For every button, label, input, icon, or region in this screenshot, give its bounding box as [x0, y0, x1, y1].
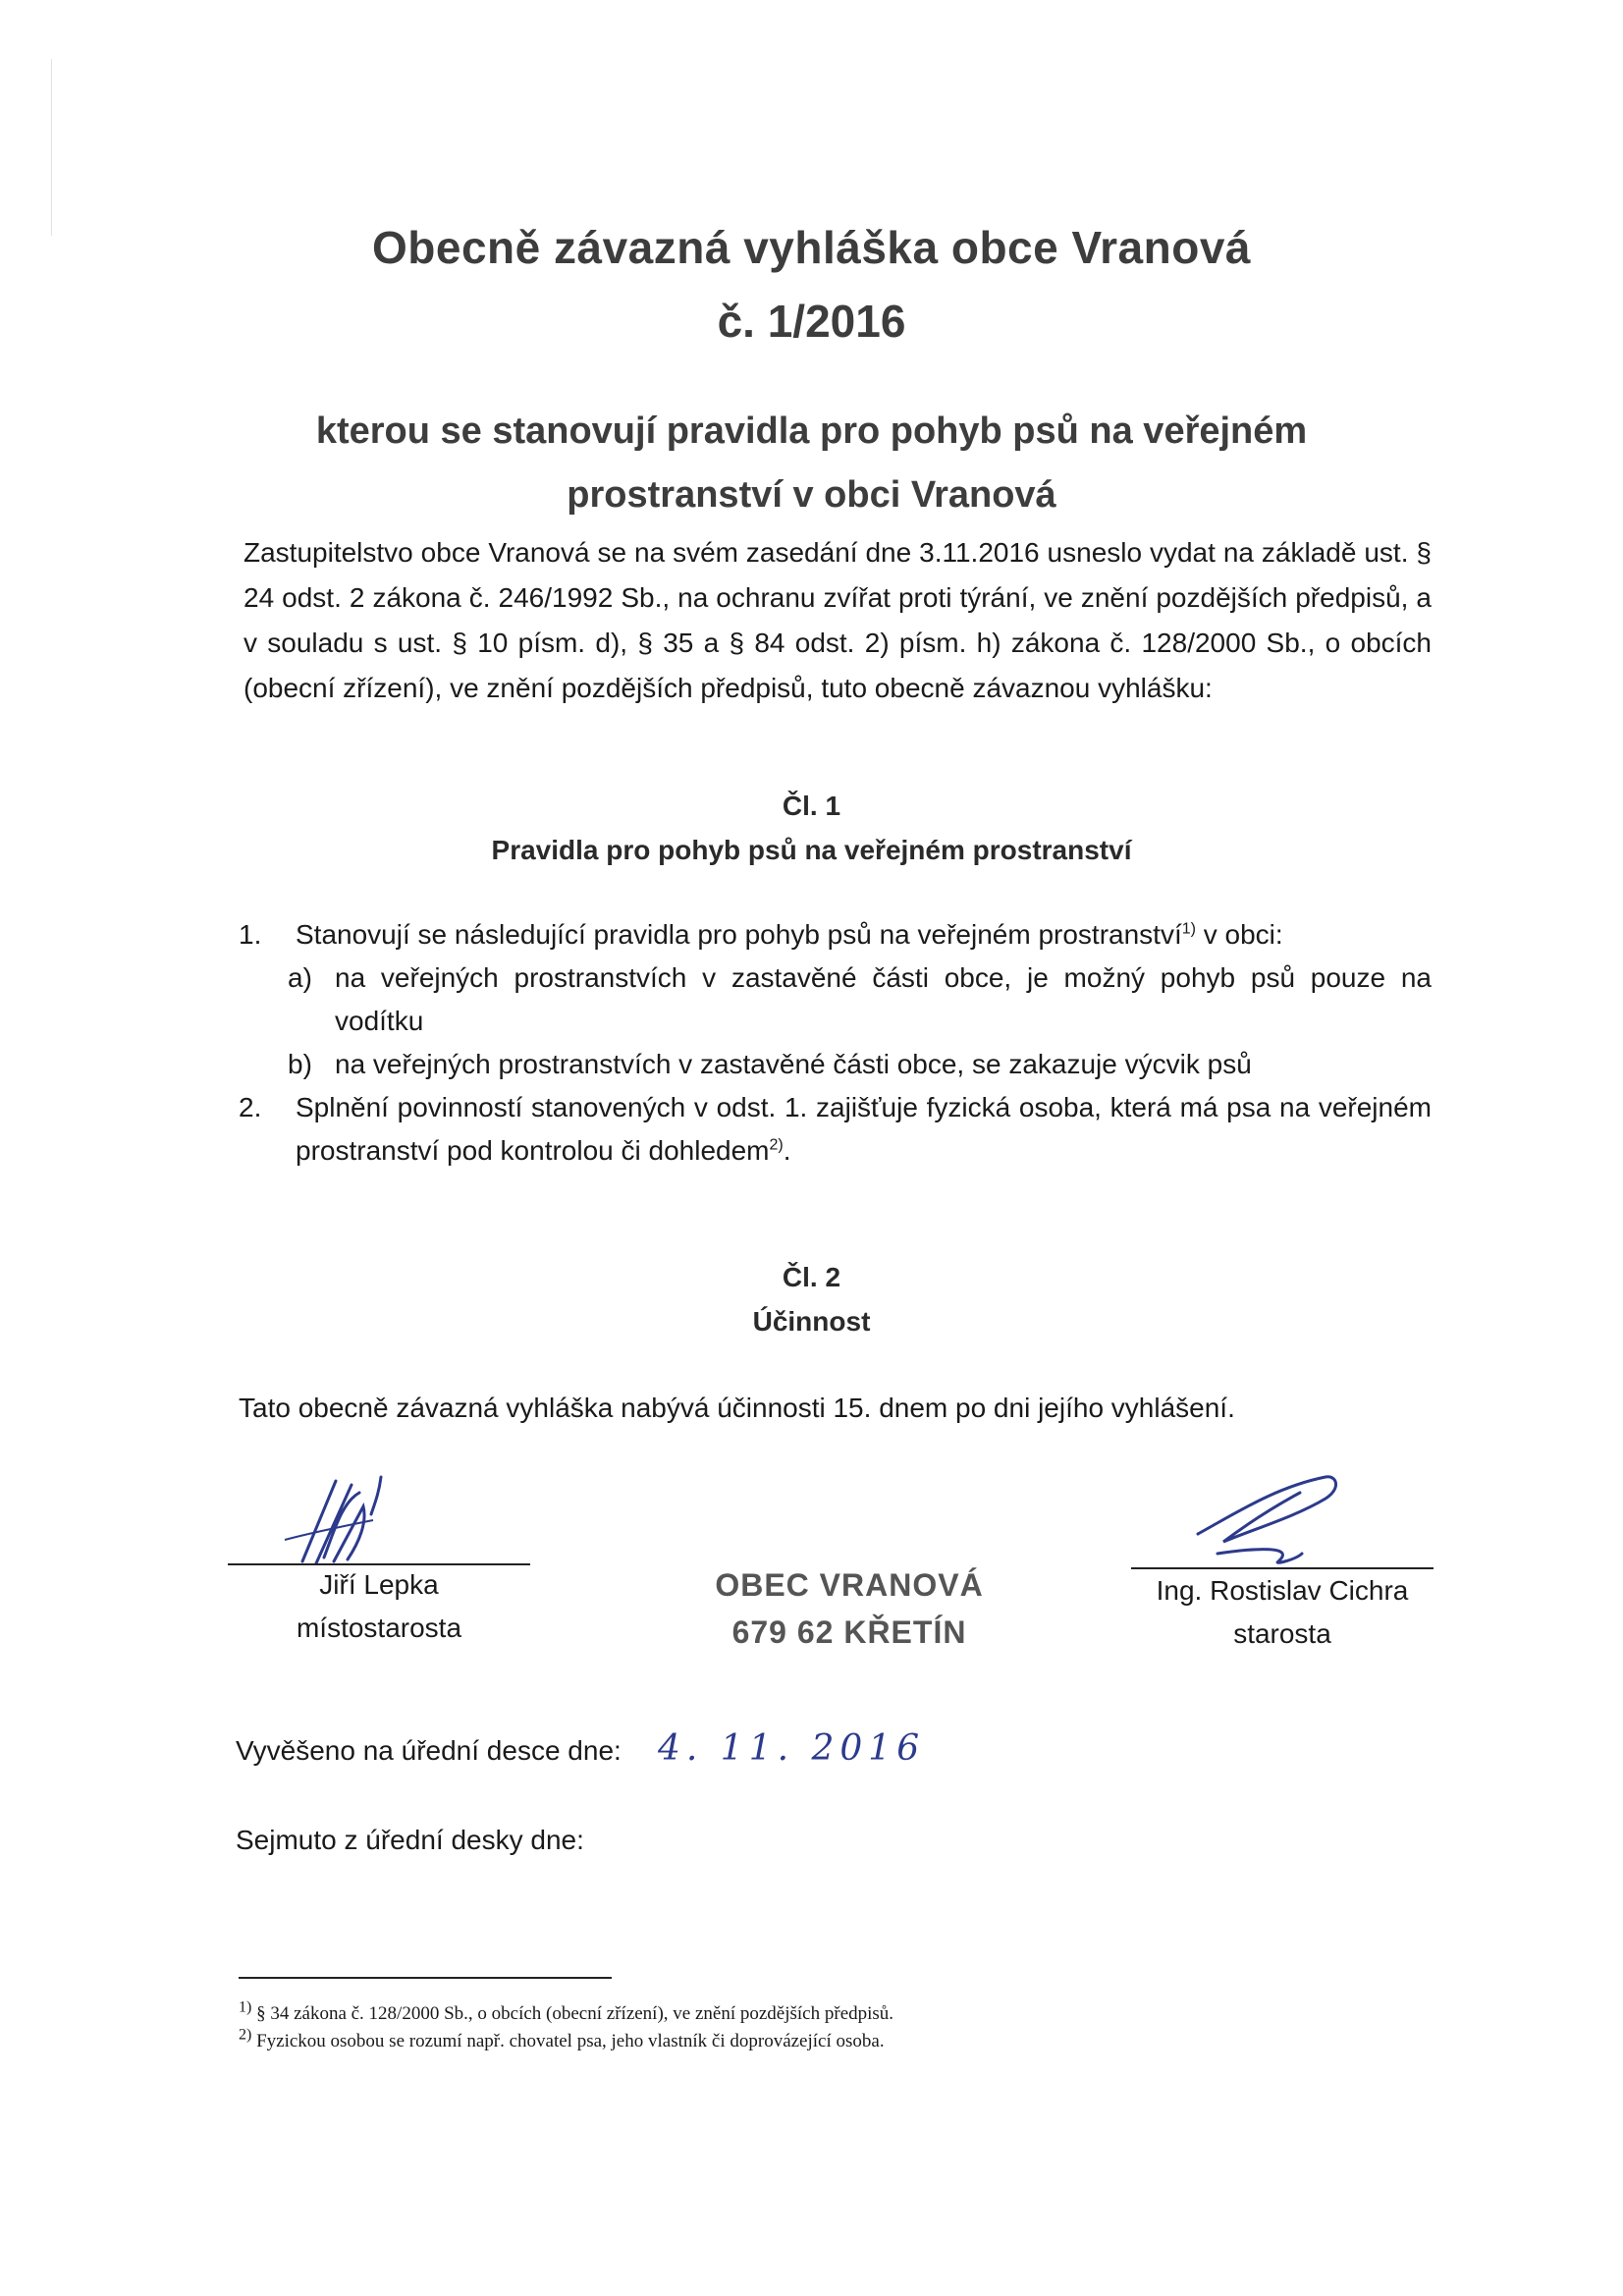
item1-sub-a-text: na veřejných prostranstvích v zastavěné části obce, je možný pohyb psů pouze na vodítku	[335, 962, 1432, 1036]
stamp-line1: OBEC VRANOVÁ	[715, 1567, 984, 1603]
left-signatory-role: místostarosta	[296, 1613, 462, 1643]
item1-text-main: Stanovují se následující pravidla pro pohyb psů na veřejném prostranství	[296, 919, 1182, 950]
footnote-1-text: § 34 zákona č. 128/2000 Sb., o obcích (obecní zřízení), ve znění pozdějších předpisů.	[256, 2003, 894, 2024]
document-subtitle-line1: kterou se stanovují pravidla pro pohyb psů na veřejném	[315, 410, 1308, 452]
footnote-1	[239, 1998, 894, 2025]
article2-text: Tato obecně závazná vyhláška nabývá účinnosti 15. dnem po dni jejího vyhlášení.	[239, 1393, 1235, 1423]
footnote-2-ref: 2)	[239, 2026, 252, 2044]
article1-number: Čl. 1	[782, 791, 841, 821]
left-signature-image	[265, 1463, 422, 1571]
removed-from-board-label: Sejmuto z úřední desky dne:	[236, 1825, 584, 1855]
item1-sub-a-letter: a)	[288, 962, 312, 993]
item1-sub-b-text: na veřejných prostranstvích v zastavěné části obce, se zakazuje výcvik psů	[335, 1049, 1252, 1079]
item2-text	[296, 1086, 1432, 1173]
item1-text-after: v obci:	[1195, 919, 1283, 950]
footnote-2	[239, 2026, 885, 2052]
stamp-line2: 679 62 KŘETÍN	[731, 1614, 967, 1650]
item1-footnote-ref: 1)	[1181, 920, 1196, 938]
footnote-1-ref: 1)	[239, 1998, 252, 2016]
municipality-stamp	[687, 1561, 1011, 1656]
footnote-separator	[239, 1977, 612, 1979]
item1-text	[296, 913, 1432, 957]
posted-on-board-label: Vyvěšeno na úřední desce dne:	[236, 1735, 622, 1766]
item2-footnote-ref: 2)	[769, 1136, 784, 1154]
article2-heading: Účinnost	[752, 1306, 871, 1337]
article1-heading: Pravidla pro pohyb psů na veřejném prostranství	[491, 835, 1132, 865]
item1-number: 1.	[239, 919, 262, 950]
item2-text-main: Splnění povinností stanovených v odst. 1. zajišťuje fyzická osoba, která má psa na veřejném prostranství pod kontrolou či dohledem	[296, 1092, 1432, 1166]
item2-number: 2.	[239, 1092, 262, 1122]
article2-number: Čl. 2	[782, 1262, 841, 1292]
footnote-2-text: Fyzickou osobou se rozumí např. chovatel psa, jeho vlastník či doprovázející osoba.	[256, 2031, 885, 2051]
right-signature-image	[1178, 1463, 1345, 1566]
right-signatory-role: starosta	[1233, 1618, 1331, 1649]
document-number: č. 1/2016	[717, 296, 906, 347]
posted-date-handwritten: 4. 11. 2016	[658, 1728, 926, 1769]
scan-edge-line	[51, 59, 52, 236]
left-signatory-name: Jiří Lepka	[319, 1569, 439, 1600]
article1-list	[239, 913, 1432, 1169]
item1-sub-b-letter: b)	[288, 1049, 312, 1079]
intro-paragraph: Zastupitelstvo obce Vranová se na svém zasedání dne 3.11.2016 usneslo vydat na základě ust. § 24 odst. 2 zákona č. 246/1992 Sb., na ochranu zvířat proti týrání, ve znění pozdějších předpisů, a v souladu s ust. § 10 písm. d), § 35 a § 84 odst. 2) písm. h) zákona č. 128/2000 Sb., o obcích (obecní zřízení), ve znění pozdějších předpisů, tuto obecně závaznou vyhlášku:	[243, 537, 1432, 703]
item2-text-after: .	[783, 1135, 791, 1166]
right-signatory-name: Ing. Rostislav Cichra	[1156, 1575, 1409, 1606]
document-title: Obecně závazná vyhláška obce Vranová	[371, 222, 1251, 273]
document-subtitle-line2: prostranství v obci Vranová	[567, 474, 1056, 516]
